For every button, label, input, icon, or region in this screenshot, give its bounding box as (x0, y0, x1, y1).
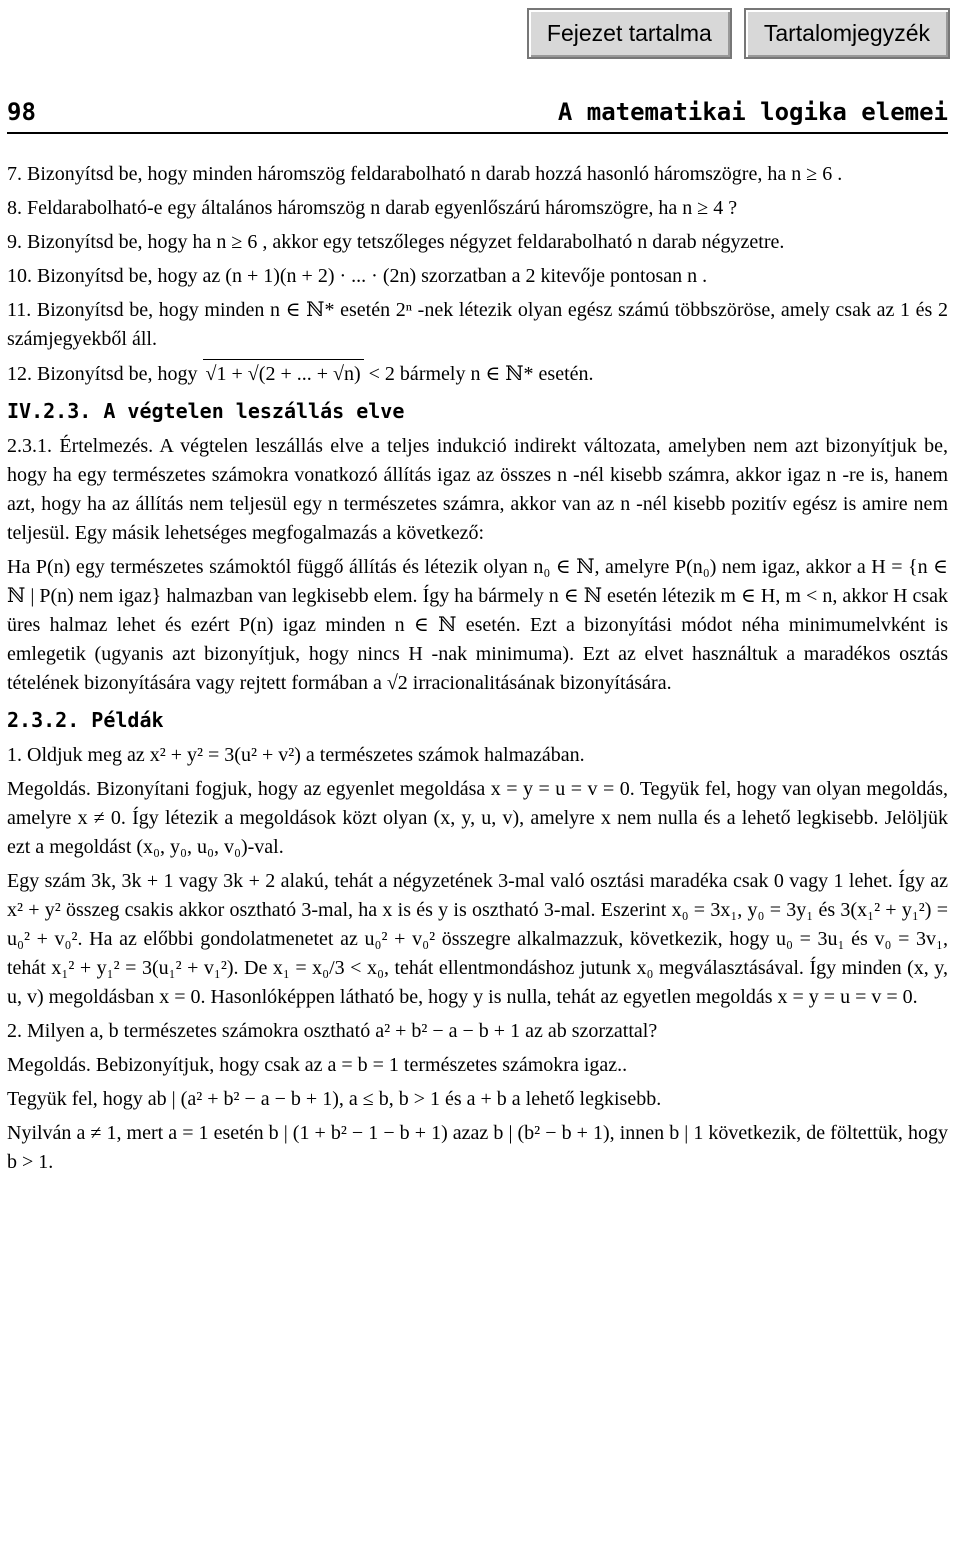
example-1-statement: 1. Oldjuk meg az x² + y² = 3(u² + v²) a természetes számok halmazában. (7, 744, 585, 766)
exercise-7: 7. Bizonyítsd be, hogy minden háromszög feldarabolható n darab hozzá hasonló háromszögre, ha n ≥ 6 . (7, 163, 843, 185)
content (7, 160, 948, 1182)
exercise-9: 9. Bizonyítsd be, hogy ha n ≥ 6 , akkor egy tetszőleges négyzet feldarabolható n darab négyzetre. (7, 231, 785, 253)
nav-bar (527, 8, 950, 59)
example-2-statement: 2. Milyen a, b természetes számokra osztható a² + b² − a − b + 1 az ab szorzattal? (7, 1020, 658, 1042)
exercise-11: 11. Bizonyítsd be, hogy minden n ∈ ℕ* esetén 2ⁿ -nek létezik olyan egész számú többszöröse, amely csak az 1 és 2 számjegyekből áll. (7, 299, 948, 350)
toc-button[interactable]: Tartalomjegyzék (744, 8, 950, 59)
page-number: 98 (7, 98, 36, 126)
section-title: IV.2.3. A végtelen leszállás elve (7, 399, 405, 423)
example-2-solution: Megoldás. Bebizonyítjuk, hogy csak az a = b = 1 természetes számokra igaz.. (7, 1054, 628, 1076)
example-2-argument: Nyilván a ≠ 1, mert a = 1 esetén b | (1 + b² − 1 − b + 1) azaz b | (b² − b + 1), innen b | 1 következik, de föltettük, hogy b > 1. (7, 1122, 948, 1173)
page-header (7, 95, 948, 134)
page-title: A matematikai logika elemei (557, 98, 948, 126)
example-1-argument: Egy szám 3k, 3k + 1 vagy 3k + 2 alakú, tehát a négyzetének 3-mal való osztási maradéka csak 0 vagy 1 lehet. Így az x² + y² összeg csakis akkor osztható 3-mal, ha x is és y is osztható 3-mal. Eszerint x₀ = 3x₁, y₀ = 3y₁ és 3(x₁² + y₁²) = u₀² + v₀². Ha az előbbi gondolatmenetet az u₀² + v₀² összegre alkalmazzuk, következik, hogy u₀ = 3u₁ és v₀ = 3v₁, tehát x₁² + y₁² = 3(u₁² + v₁²). De x₁ = x₀/3 < x₀, tehát ellentmondáshoz jutunk x₀ megválasztásával. Így minden (x, y, u, v) megoldásban x = 0. Hasonlóképpen látható be, hogy y is nulla, tehát az egyetlen megoldás x = y = u = v = 0. (7, 870, 948, 1008)
exercise-12-expr: 1 + √(2 + ... + √n) (216, 363, 361, 385)
exercise-12-radical: √1 + √(2 + ... + √n) (203, 359, 364, 389)
exercise-12-lead: 12. Bizonyítsd be, hogy (7, 363, 198, 385)
chapter-contents-button[interactable]: Fejezet tartalma (527, 8, 732, 59)
definition-paragraph: 2.3.1. Értelmezés. A végtelen leszállás elve a teljes indukció indirekt változata, amelyben nem azt bizonyítjuk be, hogy ha egy természetes számokra vonatkozó állítás igaz az összes n -nél kisebb számra, akkor igaz n -re is, hanem azt, hogy ha az állítás nem teljesül egy n természetes számra, akkor van az n -nél kisebb pozitív egész is amire nem teljesül. Egy másik lehetséges megfogalmazás a következő: (7, 435, 948, 544)
exercise-10: 10. Bizonyítsd be, hogy az (n + 1)(n + 2) · ... · (2n) szorzatban a 2 kitevője pontosan n . (7, 265, 708, 287)
example-2-assumption: Tegyük fel, hogy ab | (a² + b² − a − b + 1), a ≤ b, b > 1 és a + b a lehető legkisebb. (7, 1088, 662, 1110)
examples-title: 2.3.2. Példák (7, 708, 164, 732)
exercise-12 (7, 359, 948, 389)
exercise-12-tail: < 2 bármely n ∈ ℕ* esetén. (368, 363, 594, 385)
example-1-solution: Megoldás. Bizonyítani fogjuk, hogy az egyenlet megoldása x = y = u = v = 0. Tegyük fel, hogy van olyan megoldás, amelyre x ≠ 0. Így létezik a megoldások közt olyan (x, y, u, v), amelyre x nem nulla és a lehető legkisebb. Jelöljük ezt a megoldást (x₀, y₀, u₀, v₀)-val. (7, 778, 948, 858)
principle-paragraph: Ha P(n) egy természetes számoktól függő állítás és létezik olyan n₀ ∈ ℕ, amelyre P(n₀) nem igaz, akkor a H = {n ∈ ℕ | P(n) nem igaz} halmazban van legkisebb elem. Így ha bármely n ∈ ℕ esetén létezik m ∈ H, m < n, akkor H csak üres halmaz lehet és ezért P(n) igaz minden n ∈ ℕ esetén. Ezt a bizonyítási módot néha minimumelvként is emlegetik (ugyanis azt bizonyítjuk, hogy nincs H -nak minimuma). Ezt az elvet használtuk a maradékos osztás tételének bizonyítására vagy rejtett formában a √2 irracionalitásának bizonyítására. (7, 556, 948, 694)
exercise-8: 8. Feldarabolható-e egy általános háromszög n darab egyenlőszárú háromszögre, ha n ≥ 4 ? (7, 197, 738, 219)
